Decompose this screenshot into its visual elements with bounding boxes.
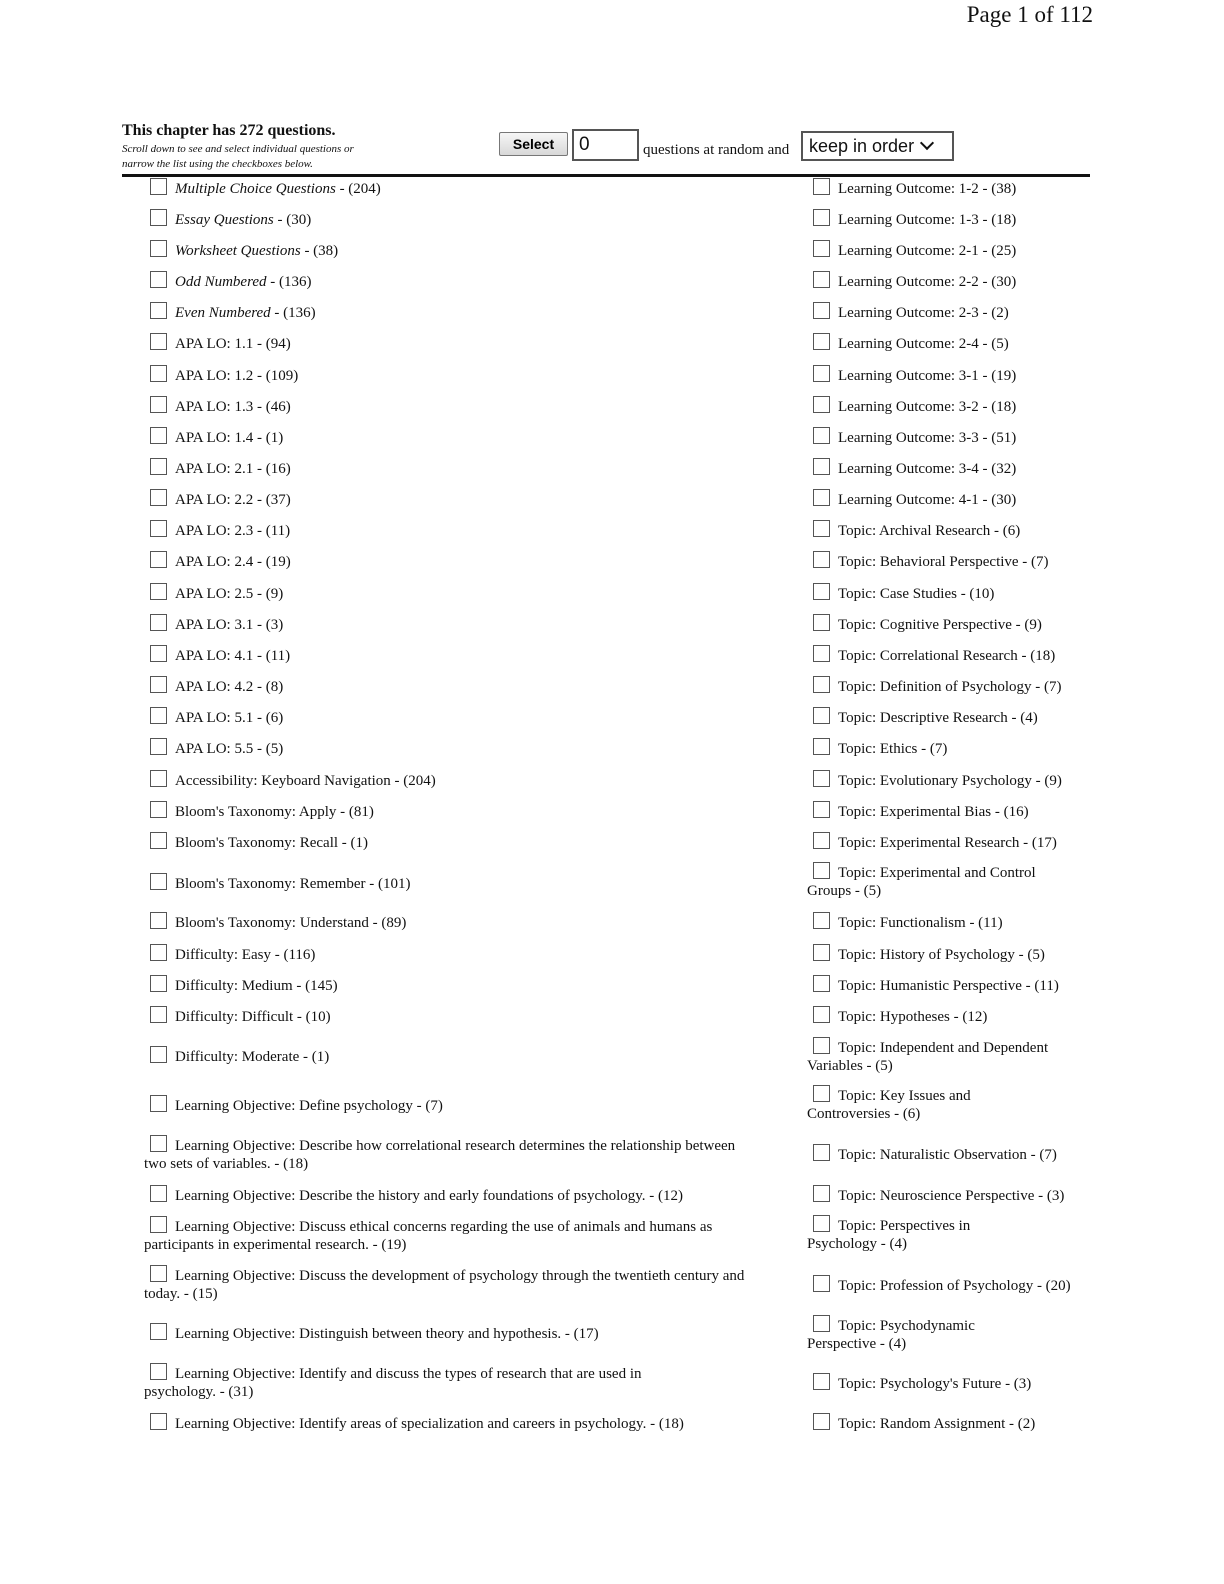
right-filter-item <box>807 801 1029 821</box>
left-filter-item <box>144 944 315 964</box>
filter-checkbox[interactable] <box>813 365 830 382</box>
filter-checkbox[interactable] <box>813 271 830 288</box>
filter-checkbox[interactable] <box>813 333 830 350</box>
filter-label-continued: Groups - (5) <box>807 883 882 899</box>
chevron-down-icon <box>920 136 934 150</box>
right-filter-item <box>807 271 1016 291</box>
filter-label: APA LO: 5.5 - (5) <box>175 741 284 757</box>
filter-label: APA LO: 1.1 - (94) <box>175 336 291 352</box>
right-filter-item <box>807 707 1038 727</box>
filter-checkbox[interactable] <box>813 645 830 662</box>
filter-checkbox[interactable] <box>150 1006 167 1023</box>
filter-label: - (38) <box>300 243 339 259</box>
filter-label: Bloom's Taxonomy: Understand - (89) <box>175 915 407 931</box>
filter-checkbox[interactable] <box>150 1135 167 1152</box>
left-filter-item <box>144 1363 642 1401</box>
filter-label: Learning Objective: Define psychology - (7) <box>175 1098 443 1114</box>
filter-label: Topic: Correlational Research - (18) <box>838 648 1056 664</box>
left-filter-item <box>144 1135 735 1173</box>
filter-label: Learning Outcome: 2-1 - (25) <box>838 243 1017 259</box>
filter-label: Topic: Archival Research - (6) <box>838 523 1021 539</box>
filter-label: Learning Objective: Identify and discuss the types of research that are used in <box>175 1366 642 1382</box>
filter-checkbox[interactable] <box>150 944 167 961</box>
filter-checkbox[interactable] <box>150 551 167 568</box>
filter-checkbox[interactable] <box>813 396 830 413</box>
filter-label-italic: Odd Numbered <box>175 274 267 290</box>
filter-checkbox[interactable] <box>150 1413 167 1430</box>
right-filter-item <box>807 770 1062 790</box>
filter-checkbox[interactable] <box>813 178 830 195</box>
filter-label: Topic: Cognitive Perspective - (9) <box>838 617 1042 633</box>
right-filter-item <box>807 1315 975 1353</box>
filter-label-italic: Even Numbered <box>175 305 271 321</box>
filter-checkbox[interactable] <box>150 396 167 413</box>
left-filter-item <box>144 1185 683 1205</box>
left-filter-item <box>144 458 291 478</box>
left-filter-item <box>144 1216 712 1254</box>
left-filter-item <box>144 707 283 727</box>
filter-checkbox[interactable] <box>150 427 167 444</box>
filter-checkbox[interactable] <box>150 302 167 319</box>
filter-label-continued: psychology. - (31) <box>144 1384 254 1400</box>
filter-checkbox[interactable] <box>813 489 830 506</box>
filter-checkbox[interactable] <box>813 551 830 568</box>
left-filter-item <box>144 801 374 821</box>
filter-checkbox[interactable] <box>813 1085 830 1102</box>
right-filter-item <box>807 489 1016 509</box>
right-filter-item <box>807 614 1042 634</box>
filter-checkbox[interactable] <box>813 975 830 992</box>
filter-label: - (136) <box>266 274 312 290</box>
filter-label: Learning Objective: Discuss ethical concerns regarding the use of animals and humans as <box>175 1219 713 1235</box>
right-filter-item <box>807 944 1045 964</box>
page-number: Page 1 of 112 <box>966 2 1093 27</box>
filter-label-continued: participants in experimental research. - (19) <box>144 1237 407 1253</box>
filter-checkbox[interactable] <box>150 676 167 693</box>
right-filter-item <box>807 1373 1031 1393</box>
right-filter-item <box>807 1006 987 1026</box>
filter-label: Topic: Ethics - (7) <box>838 741 948 757</box>
filter-checkbox[interactable] <box>150 1323 167 1340</box>
filter-label: Topic: Case Studies - (10) <box>838 586 995 602</box>
filter-label-continued: Psychology - (4) <box>807 1236 907 1252</box>
filter-label: Learning Outcome: 2-3 - (2) <box>838 305 1009 321</box>
right-filter-item <box>807 862 1036 900</box>
left-filter-item <box>144 1006 331 1026</box>
filter-checkbox[interactable] <box>150 209 167 226</box>
filter-checkbox[interactable] <box>813 676 830 693</box>
filter-checkbox[interactable] <box>813 520 830 537</box>
filter-label: Topic: Behavioral Perspective - (7) <box>838 554 1049 570</box>
right-filter-item <box>807 583 994 603</box>
filter-checkbox[interactable] <box>813 1037 830 1054</box>
left-filter-item <box>144 912 406 932</box>
filter-label: Difficulty: Medium - (145) <box>175 978 338 994</box>
filter-label: Learning Outcome: 1-2 - (38) <box>838 181 1017 197</box>
filter-label: - (30) <box>273 212 312 228</box>
filter-checkbox[interactable] <box>813 614 830 631</box>
filter-checkbox[interactable] <box>150 458 167 475</box>
left-filter-item <box>144 770 436 790</box>
filter-label: Bloom's Taxonomy: Recall - (1) <box>175 835 369 851</box>
filter-checkbox[interactable] <box>150 770 167 787</box>
filter-checkbox[interactable] <box>150 178 167 195</box>
filter-checkbox[interactable] <box>150 912 167 929</box>
left-filter-item <box>144 1323 599 1343</box>
right-filter-item <box>807 676 1062 696</box>
filter-checkbox[interactable] <box>150 738 167 755</box>
filter-label: APA LO: 2.1 - (16) <box>175 461 291 477</box>
filter-label: Bloom's Taxonomy: Remember - (101) <box>175 876 411 892</box>
filter-checkbox[interactable] <box>813 1413 830 1430</box>
filter-label-continued: Controversies - (6) <box>807 1106 921 1122</box>
right-filter-item <box>807 738 947 758</box>
filter-label: APA LO: 1.4 - (1) <box>175 430 284 446</box>
filter-checkbox[interactable] <box>150 645 167 662</box>
filter-checkbox[interactable] <box>813 738 830 755</box>
left-filter-item <box>144 520 290 540</box>
filter-label: APA LO: 5.1 - (6) <box>175 710 284 726</box>
left-filter-item <box>144 1265 744 1303</box>
filter-label: Bloom's Taxonomy: Apply - (81) <box>175 804 374 820</box>
filter-checkbox[interactable] <box>813 1185 830 1202</box>
filter-label: Topic: Descriptive Research - (4) <box>838 710 1038 726</box>
filter-label: APA LO: 2.4 - (19) <box>175 554 291 570</box>
filter-label: Difficulty: Easy - (116) <box>175 947 316 963</box>
filter-label: Learning Outcome: 1-3 - (18) <box>838 212 1017 228</box>
filter-checkbox[interactable] <box>813 707 830 724</box>
filter-label: Topic: Evolutionary Psychology - (9) <box>838 773 1062 789</box>
filter-checkbox[interactable] <box>150 489 167 506</box>
filter-label: Topic: Psychodynamic <box>838 1318 975 1334</box>
filter-label: APA LO: 3.1 - (3) <box>175 617 284 633</box>
filter-label: APA LO: 2.5 - (9) <box>175 586 284 602</box>
filter-label: Topic: History of Psychology - (5) <box>838 947 1045 963</box>
filter-label: Topic: Naturalistic Observation - (7) <box>838 1147 1057 1163</box>
filter-label: Topic: Key Issues and <box>838 1088 971 1104</box>
filter-checkbox[interactable] <box>150 975 167 992</box>
filter-label: Learning Objective: Distinguish between theory and hypothesis. - (17) <box>175 1326 599 1342</box>
filter-label: Topic: Independent and Dependent <box>838 1040 1049 1056</box>
right-filter-item <box>807 912 1003 932</box>
question-filter-header <box>122 122 1090 177</box>
filter-label: APA LO: 1.2 - (109) <box>175 368 299 384</box>
left-filter-item <box>144 1413 684 1433</box>
filter-label: Learning Outcome: 3-2 - (18) <box>838 399 1017 415</box>
filter-label: Topic: Perspectives in <box>838 1218 971 1234</box>
filter-label: Learning Outcome: 2-2 - (30) <box>838 274 1017 290</box>
left-filter-item <box>144 240 338 260</box>
filter-label: Learning Objective: Discuss the development of psychology through the twentieth century and <box>175 1268 745 1284</box>
left-filter-item <box>144 645 290 665</box>
filter-checkbox[interactable] <box>150 1185 167 1202</box>
filter-label: Topic: Random Assignment - (2) <box>838 1416 1036 1432</box>
filter-checkbox[interactable] <box>813 1373 830 1390</box>
filter-label-continued: Perspective - (4) <box>807 1336 907 1352</box>
left-filter-item <box>144 302 316 322</box>
filter-checkbox[interactable] <box>150 614 167 631</box>
filter-label: Topic: Psychology's Future - (3) <box>838 1376 1032 1392</box>
filter-checkbox[interactable] <box>813 1144 830 1161</box>
filter-checkbox[interactable] <box>813 302 830 319</box>
order-select[interactable] <box>801 131 954 161</box>
filter-label: Learning Objective: Describe how correlational research determines the relationship between <box>175 1138 736 1154</box>
left-filter-item <box>144 1046 329 1066</box>
filter-checkbox[interactable] <box>813 801 830 818</box>
filter-label: Difficulty: Difficult - (10) <box>175 1009 331 1025</box>
right-filter-item <box>807 1085 971 1123</box>
filter-label-italic: Multiple Choice Questions <box>175 181 336 197</box>
left-filter-item <box>144 614 283 634</box>
left-filter-item <box>144 1095 443 1115</box>
filter-label: Learning Objective: Identify areas of specialization and careers in psychology. - (18) <box>175 1416 684 1432</box>
filter-checkbox[interactable] <box>813 427 830 444</box>
right-filter-item <box>807 333 1009 353</box>
left-filter-item <box>144 427 283 447</box>
filter-checkbox[interactable] <box>150 1216 167 1233</box>
left-filter-item <box>144 676 283 696</box>
filter-checkbox[interactable] <box>813 770 830 787</box>
filter-checkbox[interactable] <box>813 912 830 929</box>
chapter-question-count: This chapter has 272 questions. <box>122 122 336 139</box>
right-filter-item <box>807 178 1016 198</box>
filter-checkbox[interactable] <box>150 271 167 288</box>
filter-label: Learning Outcome: 3-4 - (32) <box>838 461 1017 477</box>
left-filter-item <box>144 551 291 571</box>
filter-label: Learning Outcome: 2-4 - (5) <box>838 336 1009 352</box>
filter-checkbox[interactable] <box>813 1215 830 1232</box>
filter-label: - (204) <box>335 181 381 197</box>
filter-checkbox[interactable] <box>150 240 167 257</box>
filter-label: APA LO: 4.2 - (8) <box>175 679 284 695</box>
filter-label: Topic: Functionalism - (11) <box>838 915 1003 931</box>
left-filter-item <box>144 209 311 229</box>
select-button[interactable]: Select <box>499 132 568 156</box>
right-filter-item <box>807 1413 1035 1433</box>
filter-checkbox[interactable] <box>150 520 167 537</box>
instructions-line-2: narrow the list using the checkboxes below. <box>122 158 313 170</box>
filter-checkbox[interactable] <box>813 458 830 475</box>
right-filter-item <box>807 832 1057 852</box>
filter-checkbox[interactable] <box>813 240 830 257</box>
left-filter-item <box>144 583 283 603</box>
filter-checkbox[interactable] <box>150 333 167 350</box>
right-filter-item <box>807 458 1016 478</box>
filter-checkbox[interactable] <box>150 1363 167 1380</box>
filter-label: Topic: Profession of Psychology - (20) <box>838 1278 1071 1294</box>
left-filter-item <box>144 738 283 758</box>
filter-label: APA LO: 1.3 - (46) <box>175 399 291 415</box>
filter-label: APA LO: 2.2 - (37) <box>175 492 291 508</box>
right-filter-item <box>807 1185 1064 1205</box>
filter-checkbox[interactable] <box>813 944 830 961</box>
filter-label-italic: Essay Questions <box>175 212 274 228</box>
filter-label-continued: Variables - (5) <box>807 1058 893 1074</box>
filter-label: Learning Outcome: 4-1 - (30) <box>838 492 1017 508</box>
left-filter-item <box>144 333 291 353</box>
filter-label: Learning Outcome: 3-3 - (51) <box>838 430 1017 446</box>
filter-checkbox[interactable] <box>150 873 167 890</box>
right-filter-item <box>807 302 1009 322</box>
filter-checkbox[interactable] <box>813 209 830 226</box>
filter-checkbox[interactable] <box>150 1046 167 1063</box>
right-filter-item <box>807 1275 1071 1295</box>
filter-label: Topic: Humanistic Perspective - (11) <box>838 978 1059 994</box>
filter-label: Difficulty: Moderate - (1) <box>175 1049 330 1065</box>
filter-checkbox[interactable] <box>813 583 830 600</box>
right-filter-item <box>807 520 1020 540</box>
right-filter-item <box>807 209 1016 229</box>
filter-checkbox[interactable] <box>813 1006 830 1023</box>
filter-label: Topic: Experimental and Control <box>838 865 1036 881</box>
right-filter-item <box>807 1215 970 1253</box>
filter-checkbox[interactable] <box>150 1095 167 1112</box>
filter-checkbox[interactable] <box>150 832 167 849</box>
right-filter-item <box>807 240 1016 260</box>
random-count-input[interactable] <box>572 129 639 161</box>
filter-label-continued: today. - (15) <box>144 1286 218 1302</box>
left-filter-item <box>144 873 411 893</box>
filter-checkbox[interactable] <box>813 862 830 879</box>
filter-label: Topic: Experimental Research - (17) <box>838 835 1057 851</box>
left-filter-item <box>144 832 368 852</box>
right-filter-item <box>807 645 1055 665</box>
left-filter-item <box>144 489 291 509</box>
left-filter-item <box>144 975 338 995</box>
left-filter-item <box>144 271 312 291</box>
filter-label: APA LO: 4.1 - (11) <box>175 648 291 664</box>
filter-label: Accessibility: Keyboard Navigation - (204) <box>175 773 436 789</box>
filter-label: Topic: Definition of Psychology - (7) <box>838 679 1062 695</box>
left-filter-item <box>144 178 381 198</box>
random-text: questions at random and <box>643 142 790 158</box>
filter-label: Topic: Hypotheses - (12) <box>838 1009 988 1025</box>
filter-checkbox[interactable] <box>150 1265 167 1282</box>
filter-checkbox[interactable] <box>150 583 167 600</box>
instructions <box>122 142 432 172</box>
right-filter-item <box>807 975 1059 995</box>
filter-label-continued: two sets of variables. - (18) <box>144 1156 309 1172</box>
right-filter-item <box>807 1037 1048 1075</box>
filter-label-italic: Worksheet Questions <box>175 243 301 259</box>
right-filter-item <box>807 427 1016 447</box>
filter-label: - (136) <box>270 305 316 321</box>
filter-checkbox[interactable] <box>150 707 167 724</box>
right-filter-item <box>807 396 1016 416</box>
order-select-value: keep in order <box>809 136 915 156</box>
filter-checkbox[interactable] <box>150 365 167 382</box>
filter-label: Topic: Neuroscience Perspective - (3) <box>838 1188 1065 1204</box>
left-filter-item <box>144 396 291 416</box>
filter-label: Learning Objective: Describe the history and early foundations of psychology. - (12) <box>175 1188 684 1204</box>
instructions-line-1: Scroll down to see and select individual questions or <box>122 143 354 155</box>
filter-checkbox[interactable] <box>150 801 167 818</box>
filter-label: APA LO: 2.3 - (11) <box>175 523 291 539</box>
filter-label: Learning Outcome: 3-1 - (19) <box>838 368 1017 384</box>
left-filter-item <box>144 365 298 385</box>
filter-checkbox[interactable] <box>813 832 830 849</box>
right-filter-item <box>807 551 1049 571</box>
filter-label: Topic: Experimental Bias - (16) <box>838 804 1029 820</box>
right-filter-item <box>807 365 1016 385</box>
right-filter-item <box>807 1144 1057 1164</box>
filter-checkbox[interactable] <box>813 1275 830 1292</box>
filter-checkbox[interactable] <box>813 1315 830 1332</box>
